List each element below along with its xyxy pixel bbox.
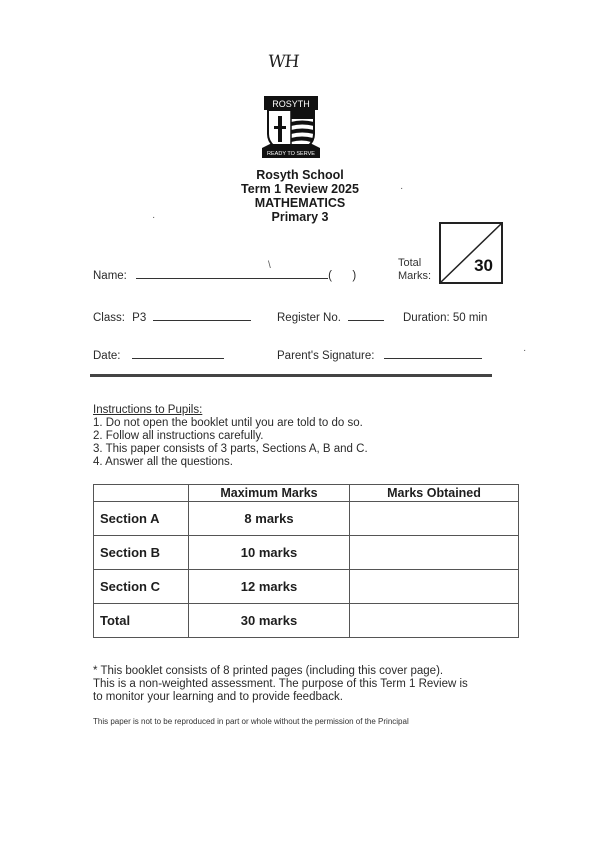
crest-banner-text: ROSYTH xyxy=(272,99,310,109)
footnote-block xyxy=(93,665,468,704)
table-row xyxy=(94,570,519,604)
exam-name: Term 1 Review 2025 xyxy=(241,182,359,196)
class-input-line[interactable] xyxy=(153,320,251,321)
header-marks-obtained: Marks Obtained xyxy=(350,485,519,502)
max-marks: 30 marks xyxy=(189,604,350,638)
header-divider xyxy=(90,374,492,377)
index-paren-close: ) xyxy=(352,270,357,282)
scan-speck: · xyxy=(152,212,156,223)
section-label: Section B xyxy=(94,536,189,570)
copyright-notice: This paper is not to be reproduced in part or whole without the permission of the Principal xyxy=(93,717,409,726)
signature-field-row xyxy=(277,350,482,362)
name-field-row xyxy=(93,270,356,282)
instructions-heading: Instructions to Pupils: xyxy=(93,404,203,416)
table-row xyxy=(94,604,519,638)
date-input-line[interactable] xyxy=(132,358,224,359)
table-row xyxy=(94,502,519,536)
signature-input-line[interactable] xyxy=(384,358,482,359)
register-label: Register No. xyxy=(277,312,341,324)
marks-table-header xyxy=(94,485,519,502)
instruction-item: 3. This paper consists of 3 parts, Sections A, B and C. xyxy=(93,443,368,455)
register-input-line[interactable] xyxy=(348,320,384,321)
table-row xyxy=(94,536,519,570)
marks-obtained-cell[interactable] xyxy=(350,536,519,570)
scan-speck: · xyxy=(400,183,404,194)
subject-name: MATHEMATICS xyxy=(254,196,346,210)
marks-obtained-cell[interactable] xyxy=(350,502,519,536)
instruction-item: 4. Answer all the questions. xyxy=(93,456,233,468)
marks-obtained-cell[interactable] xyxy=(350,570,519,604)
instruction-item: 1. Do not open the booklet until you are told to do so. xyxy=(93,417,363,429)
total-marks-label: Total Marks: xyxy=(398,257,431,282)
register-field-row xyxy=(277,312,384,324)
scan-speck: · xyxy=(523,345,527,356)
max-marks: 12 marks xyxy=(189,570,350,604)
signature-label: Parent's Signature: xyxy=(277,350,375,362)
class-label: Class: xyxy=(93,312,125,324)
max-marks: 10 marks xyxy=(189,536,350,570)
crest-motto-text: READY TO SERVE xyxy=(267,151,315,157)
header-maximum-marks: Maximum Marks xyxy=(189,485,350,502)
section-label: Total xyxy=(94,604,189,638)
class-prefix: P3 xyxy=(132,312,147,324)
date-field-row xyxy=(93,350,224,362)
total-marks-box xyxy=(439,222,503,284)
school-name: Rosyth School xyxy=(256,168,344,182)
marks-obtained-cell[interactable] xyxy=(350,604,519,638)
header-empty xyxy=(94,485,189,502)
section-label: Section C xyxy=(94,570,189,604)
duration-text: Duration: 50 min xyxy=(403,312,488,324)
class-field-row xyxy=(93,312,251,324)
level-name: Primary 3 xyxy=(271,210,329,224)
date-label: Date: xyxy=(93,350,121,362)
max-marks: 8 marks xyxy=(189,502,350,536)
name-label: Name: xyxy=(93,270,127,282)
school-crest-logo xyxy=(260,94,322,162)
scan-speck: \ xyxy=(268,260,271,271)
section-label: Section A xyxy=(94,502,189,536)
total-marks-value: 30 xyxy=(474,256,493,275)
marks-table xyxy=(93,484,519,638)
name-input-line[interactable] xyxy=(136,278,328,279)
footnote-line: * This booklet consists of 8 printed pages (including this cover page). xyxy=(93,665,444,677)
instruction-item: 2. Follow all instructions carefully. xyxy=(93,430,264,442)
handwritten-annotation: WH xyxy=(266,52,300,72)
exam-title-block xyxy=(200,168,400,224)
index-paren-open: ( xyxy=(328,270,332,282)
instructions-block xyxy=(93,404,368,469)
footnote-line: to monitor your learning and to provide feedback. xyxy=(93,691,343,703)
footnote-line: This is a non-weighted assessment. The purpose of this Term 1 Review is xyxy=(93,678,468,690)
